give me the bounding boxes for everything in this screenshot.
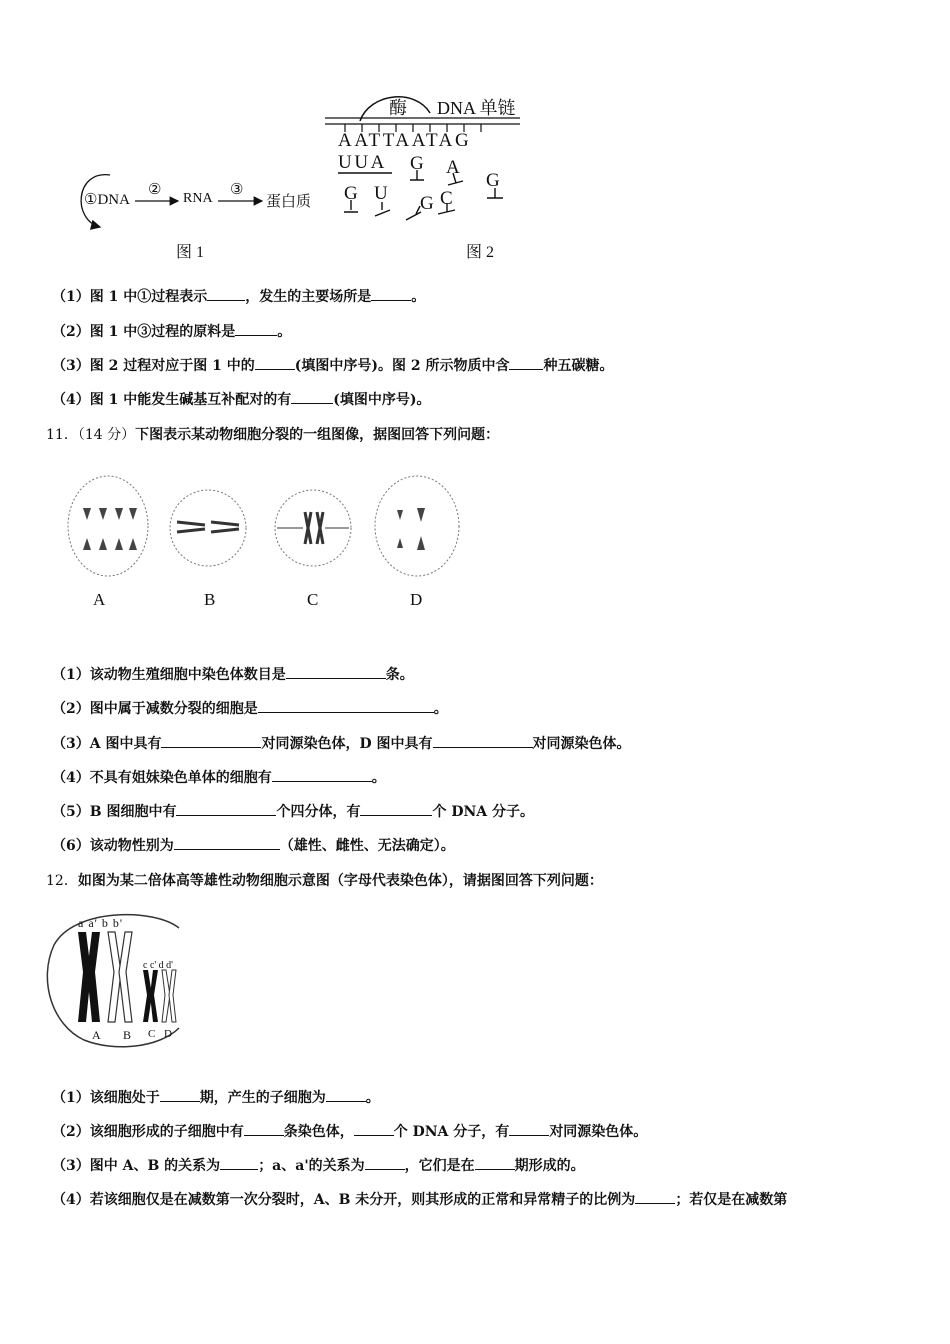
answer-blank[interactable] (286, 666, 386, 679)
q11-line-6 (52, 835, 455, 855)
free-base-2: A (446, 157, 460, 178)
q11-line-6-text-b: （雄性、雌性、无法确定）。 (279, 838, 455, 854)
q11-line-2 (52, 698, 448, 718)
rna-label: RNA (183, 191, 213, 206)
answer-blank[interactable] (326, 1089, 366, 1102)
cell-c-chromosomes (277, 512, 349, 544)
q12-line-1-text-c: 。 (365, 1090, 380, 1106)
step-2-label: ② (148, 182, 162, 198)
q10-line-4 (52, 389, 430, 409)
answer-blank[interactable] (371, 288, 411, 301)
q12-line-1-text-b: 期，产生的子细胞为 (199, 1090, 326, 1106)
q12-line-4 (52, 1189, 787, 1209)
q10-line-2-text-a: （2）图 1 中③过程的原料是 (52, 324, 236, 340)
answer-blank[interactable] (360, 803, 432, 816)
protein-label: 蛋白质 (266, 194, 312, 210)
answer-blank[interactable] (255, 357, 295, 370)
q10-line-1 (52, 286, 425, 306)
chromatid-labels-ab: a a' b b' (78, 916, 123, 930)
q11-line-1 (52, 664, 414, 684)
free-base-3: G (486, 170, 500, 191)
q11-score: （14 分） (77, 427, 136, 443)
q12-line-1 (52, 1087, 380, 1107)
answer-blank[interactable] (475, 1157, 515, 1170)
answer-blank[interactable] (244, 1123, 284, 1136)
q10-line-4-text-b: (填图中序号)。 (333, 392, 431, 408)
chromosome-label-d: D (164, 1028, 172, 1040)
answer-blank[interactable] (365, 1157, 405, 1170)
cell-b-chromosomes (177, 522, 239, 532)
q12-line-3 (52, 1155, 585, 1175)
q10-line-1-text-c: 。 (411, 289, 426, 305)
q12-line-4-text-b: ；若仅是在减数第 (675, 1192, 788, 1208)
q10-line-1-text-b: ，发生的主要场所是 (245, 289, 372, 305)
q12-line-3-text-d: 期形成的。 (514, 1158, 585, 1174)
figure-1-caption: 图 1 (176, 244, 205, 261)
q10-line-3-text-a: （3）图 2 过程对应于图 1 中的 (52, 358, 255, 374)
cell-division-figures (55, 470, 475, 590)
q12-line-3-text-c: ，它们是在 (404, 1158, 475, 1174)
chromosome-label-b: B (123, 1028, 132, 1042)
q12-line-2-text-d: 对同源染色体。 (549, 1124, 648, 1140)
answer-blank[interactable] (509, 1123, 549, 1136)
free-base-4: G (344, 183, 358, 204)
q12-number: 12． (46, 873, 78, 889)
cell-label-d: D (410, 590, 423, 609)
free-base-1: G (410, 153, 424, 174)
enzyme-label: 酶 (389, 98, 407, 118)
q11-line-4 (52, 767, 386, 787)
free-base-5: U (374, 183, 388, 204)
q10-line-2-text-b: 。 (277, 324, 292, 340)
answer-blank[interactable] (161, 735, 261, 748)
q12-line-3-text-b: ；a、a'的关系为 (258, 1158, 365, 1174)
q10-line-3-text-c: 种五碳糖。 (543, 358, 614, 374)
q11-line-4-text-a: （4）不具有姐妹染色单体的细胞有 (52, 770, 272, 786)
q11-line-5-text-b: 个四分体，有 (276, 804, 361, 820)
answer-blank[interactable] (160, 1089, 200, 1102)
q10-line-1-text-a: （1）图 1 中①过程表示 (52, 289, 208, 305)
free-base-7: C (440, 188, 453, 209)
cell-a-outline (68, 476, 148, 576)
paired-sequence: UUA (338, 152, 387, 173)
answer-blank[interactable] (291, 391, 333, 404)
q12-line-1-text-a: （1）该细胞处于 (52, 1090, 160, 1106)
free-base-6: G (420, 193, 434, 214)
chromosome-label-a: A (92, 1028, 101, 1042)
chromosome-label-c: C (148, 1028, 156, 1040)
chromosome-a (78, 932, 100, 1022)
dna-label: ①DNA (84, 192, 130, 208)
q12-line-2-text-a: （2）该细胞形成的子细胞中有 (52, 1124, 244, 1140)
chromosome-c (143, 970, 158, 1022)
q11-number: 11． (46, 427, 78, 443)
q11-stem (46, 424, 499, 444)
dna-strand-label: DNA 单链 (437, 98, 516, 118)
q12-stem-text: 如图为某二倍体高等雄性动物细胞示意图（字母代表染色体），请据图回答下列问题： (77, 873, 603, 889)
answer-blank[interactable] (176, 803, 276, 816)
q10-line-4-text-a: （4）图 1 中能发生碱基互补配对的有 (52, 392, 292, 408)
q11-line-2-text-a: （2）图中属于减数分裂的细胞是 (52, 701, 258, 717)
answer-blank[interactable] (207, 288, 245, 301)
q12-line-2-text-c: 个 DNA 分子，有 (393, 1124, 510, 1140)
q10-line-3-text-b: (填图中序号)。图 2 所示物质中含 (294, 358, 510, 374)
answer-blank[interactable] (235, 323, 277, 336)
cell-label-b: B (204, 590, 216, 609)
answer-blank[interactable] (433, 735, 533, 748)
q11-stem-text: 下图表示某动物细胞分裂的一组图像，据图回答下列问题： (135, 427, 500, 443)
answer-blank[interactable] (354, 1123, 394, 1136)
cell-d-outline (375, 476, 459, 576)
q11-line-1-text-b: 条。 (385, 667, 414, 683)
q11-line-5-text-a: （5）B 图细胞中有 (52, 804, 177, 820)
q11-line-5 (52, 801, 534, 821)
figure-2-caption: 图 2 (466, 244, 495, 261)
q12-line-2 (52, 1121, 647, 1141)
chromosome-d (162, 970, 176, 1022)
q11-line-6-text-a: （6）该动物性别为 (52, 838, 174, 854)
q10-line-2 (52, 321, 291, 341)
q12-line-3-text-a: （3）图中 A、B 的关系为 (52, 1158, 221, 1174)
q11-line-3 (52, 733, 631, 753)
q11-line-3-text-a: （3）A 图中具有 (52, 736, 162, 752)
answer-blank[interactable] (272, 769, 372, 782)
step-3-label: ③ (230, 182, 244, 198)
q11-line-4-text-b: 。 (371, 770, 386, 786)
cell-a-chromosomes (83, 508, 137, 550)
q11-line-3-text-b: 对同源染色体，D 图中具有 (261, 736, 433, 752)
answer-blank[interactable] (509, 357, 543, 370)
q12-stem (46, 870, 603, 890)
q11-line-5-text-c: 个 DNA 分子。 (432, 804, 535, 820)
q12-line-4-text-a: （4）若该细胞仅是在减数第一次分裂时，A、B 未分开，则其形成的正常和异常精子的比例为 (52, 1192, 636, 1208)
cell-label-c: C (307, 590, 319, 609)
q10-line-3 (52, 355, 613, 375)
q11-line-1-text-a: （1）该动物生殖细胞中染色体数目是 (52, 667, 286, 683)
answer-blank[interactable] (174, 837, 280, 850)
answer-blank[interactable] (635, 1191, 675, 1204)
chromatid-labels-cd: c c' d d' (143, 960, 173, 971)
q11-line-2-text-b: 。 (433, 701, 448, 717)
cell-label-a: A (93, 590, 106, 609)
answer-blank[interactable] (258, 700, 434, 713)
cell-d-chromosomes (397, 508, 425, 550)
chromosome-b (108, 932, 132, 1022)
q12-line-2-text-b: 条染色体， (283, 1124, 354, 1140)
q11-line-3-text-c: 对同源染色体。 (532, 736, 631, 752)
template-sequence: AATTAATAG (338, 130, 472, 151)
answer-blank[interactable] (220, 1157, 258, 1170)
